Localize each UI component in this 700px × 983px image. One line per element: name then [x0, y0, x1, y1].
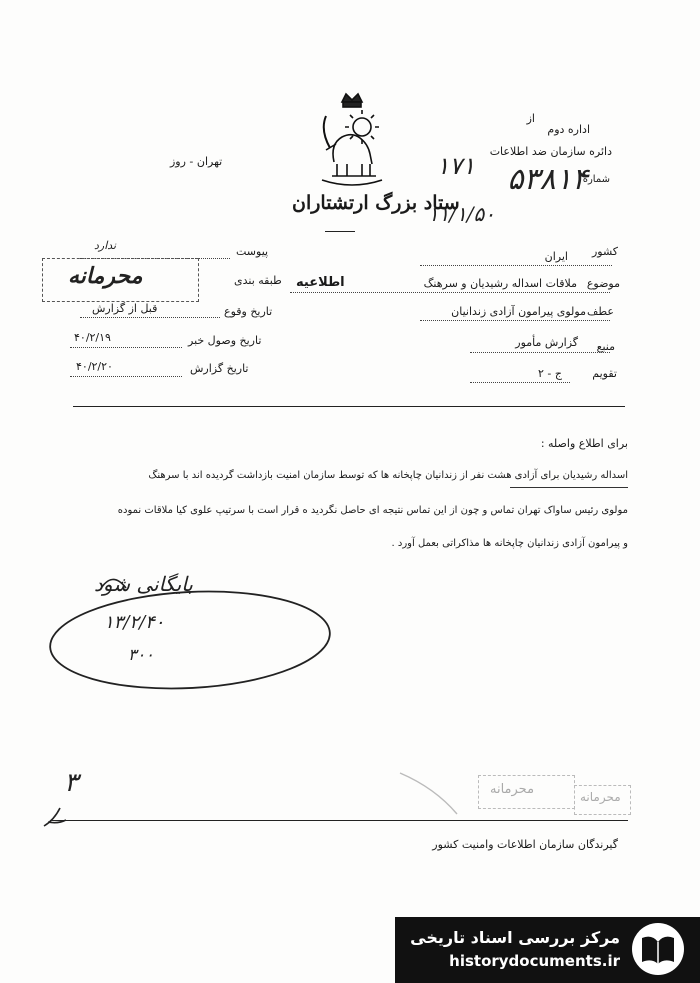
organization-title: ستاد بزرگ ارتشتاران [292, 192, 460, 214]
received-date-line [70, 347, 182, 348]
faded-stamp-1-text: محرمانه [490, 782, 535, 797]
footer-separator [50, 820, 628, 821]
from-division: دائره سازمان ضد اطلاعات [489, 145, 612, 158]
book-logo-icon [628, 920, 688, 978]
lion-and-sun-emblem-icon [312, 92, 392, 187]
received-date-label: تاریخ وصول خبر [188, 334, 262, 347]
number-date-note: ۱۱/۱/۵۰ [427, 202, 495, 226]
from-department: اداره دوم [547, 123, 590, 136]
subject-label: موضوع [586, 277, 620, 290]
header-separator [73, 406, 625, 407]
enclosure-value: ندارد [94, 239, 117, 252]
handwritten-note-line-3: ۳۰۰ [128, 645, 154, 664]
report-date-value: ۴۰/۲/۲۰ [76, 360, 113, 373]
report-date-line [70, 376, 182, 377]
body-line-3: و پیرامون آزادی زندانیان چاپخانه ها مذاکراتی بعمل آورد . [391, 538, 628, 549]
faded-curve-icon [395, 768, 465, 818]
archive-org-name: مرکز بررسی اسناد تاریخی [410, 928, 620, 947]
country-line [420, 265, 612, 266]
report-date-label: تاریخ گزارش [190, 362, 249, 375]
event-date-value: قبل از گزارش [92, 302, 158, 315]
received-date-value: ۴۰/۲/۱۹ [74, 331, 111, 344]
document-number: ۵۳۸۱۴ [507, 162, 588, 197]
handwritten-note-line-2: ۱۳/۲/۴۰ [104, 612, 165, 633]
number-note: ۱۷۱ [436, 152, 475, 180]
about-value: مولوی پیرامون آزادی زندانیان [451, 305, 586, 318]
recipients: گیرندگان سازمان اطلاعات وامنیت کشور [432, 838, 618, 851]
subject-value: ملاقات اسداله رشیدیان و سرهنگ [423, 277, 577, 290]
from-label: از [526, 112, 535, 125]
name-underline [510, 487, 628, 488]
margin-scribble-icon [40, 790, 80, 830]
subject-line [290, 292, 610, 293]
country-label: کشور [591, 245, 618, 258]
about-label: عطف [587, 305, 614, 318]
assessment-label: تقویم [592, 367, 617, 380]
source-label: منبع [596, 340, 615, 353]
body-line-1: اسداله رشیدیان برای آزادی هشت نفر از زندانیان چاپخانه ها که توسط سازمان امنیت بازداشت گردیده اند با سرهنگ [148, 470, 628, 481]
about-line [420, 320, 610, 321]
assessment-value: ج - ۲ [538, 367, 562, 380]
archive-website: historydocuments.ir [449, 952, 620, 970]
country-value: ایران [544, 250, 568, 263]
assessment-line [470, 382, 570, 383]
faded-stamp-2-text: محرمانه [580, 790, 621, 804]
notice-word: اطلاعیه [296, 275, 345, 290]
event-date-line [80, 317, 220, 318]
classification-value: محرمانه [68, 263, 143, 289]
city-date: تهران - روز [170, 155, 223, 168]
margin-number: ۳ [64, 768, 78, 798]
body-line-2: مولوی رئیس ساواک تهران تماس و چون از این تماس نتیجه ای حاصل نگردید ه قرار است با سرتیپ علوی کیا ملاقات نموده [117, 505, 628, 516]
number-label: شماره [582, 174, 610, 185]
event-date-label: تاریخ وقوع [224, 305, 273, 318]
enclosure-label: پیوست [236, 245, 269, 258]
source-line [470, 352, 610, 353]
source-value: گزارش مأمور [515, 336, 578, 349]
classification-label: طبقه بندی [234, 274, 282, 287]
title-underline [325, 231, 355, 232]
handwritten-note-line-1: بایگانی شود [94, 572, 193, 596]
salutation: برای اطلاع واصله : [540, 437, 628, 450]
